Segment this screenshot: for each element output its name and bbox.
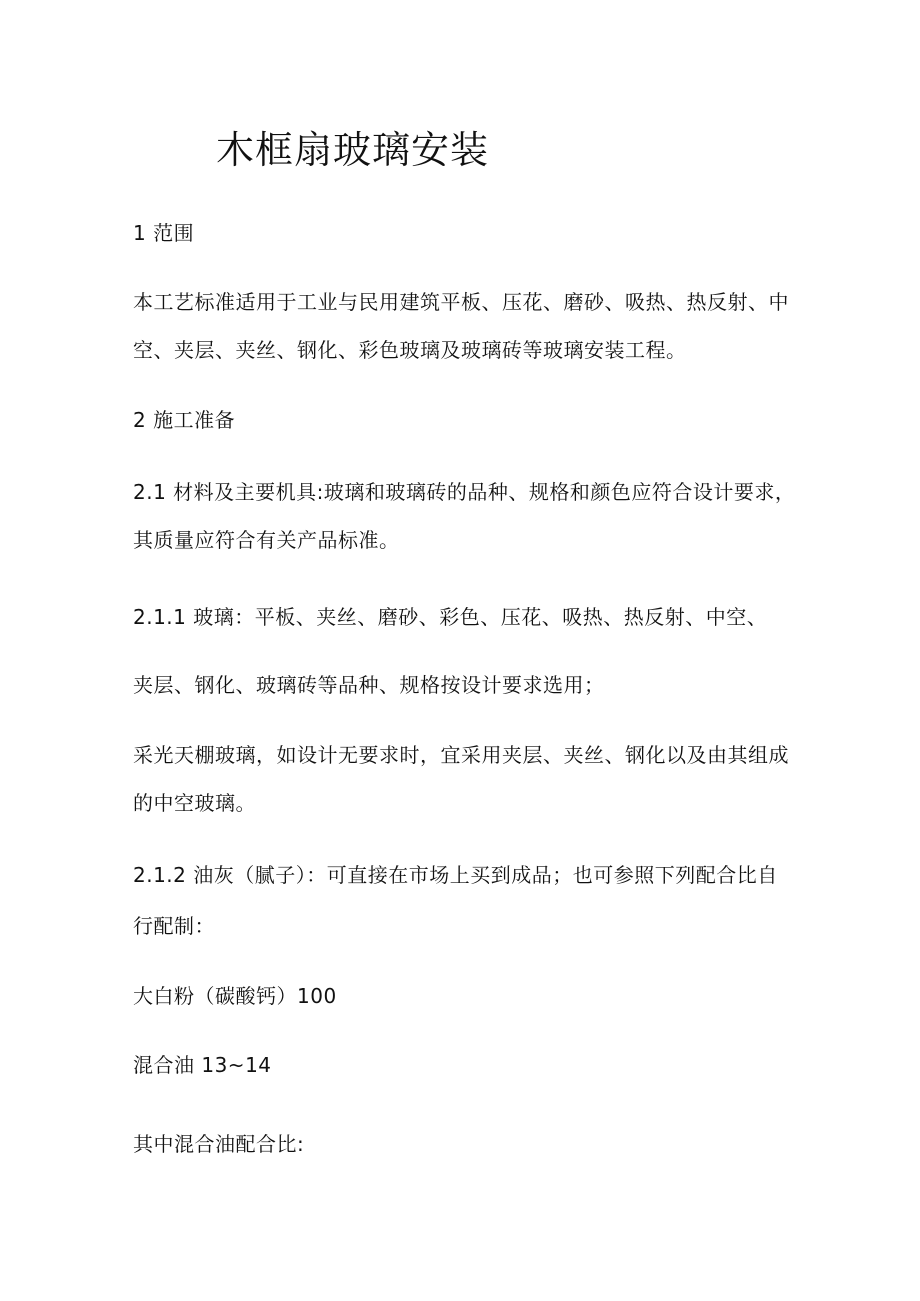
- paragraph-line: 2.1.1 玻璃：平板、夹丝、磨砂、彩色、压花、吸热、热反射、中空、: [133, 605, 768, 629]
- paragraph-line: 本工艺标准适用于工业与民用建筑平板、压花、磨砂、吸热、热反射、中: [133, 290, 789, 314]
- paragraph-line: 采光天棚玻璃，如设计无要求时，宜采用夹层、夹丝、钢化以及由其组成: [133, 743, 789, 767]
- paragraph-line: 2.1.2 油灰（腻子）：可直接在市场上买到成品；也可参照下列配合比自: [133, 863, 778, 887]
- section-heading-scope: 1 范围: [133, 221, 195, 245]
- paragraph-line: 混合油 13~14: [133, 1053, 272, 1077]
- section-heading-preparation: 2 施工准备: [133, 408, 236, 432]
- paragraph-line: 2.1 材料及主要机具:玻璃和玻璃砖的品种、规格和颜色应符合设计要求，: [133, 480, 796, 504]
- paragraph-line: 大白粉（碳酸钙）100: [133, 984, 337, 1008]
- paragraph-line: 夹层、钢化、玻璃砖等品种、规格按设计要求选用；: [133, 673, 605, 697]
- paragraph-line: 的中空玻璃。: [133, 791, 256, 815]
- paragraph-line: 其质量应符合有关产品标准。: [133, 528, 400, 552]
- paragraph-line: 行配制：: [133, 914, 215, 938]
- paragraph-line: 其中混合油配合比:: [133, 1132, 305, 1156]
- document-title: 木框扇玻璃安装: [216, 128, 490, 172]
- paragraph-line: 空、夹层、夹丝、钢化、彩色玻璃及玻璃砖等玻璃安装工程。: [133, 338, 687, 362]
